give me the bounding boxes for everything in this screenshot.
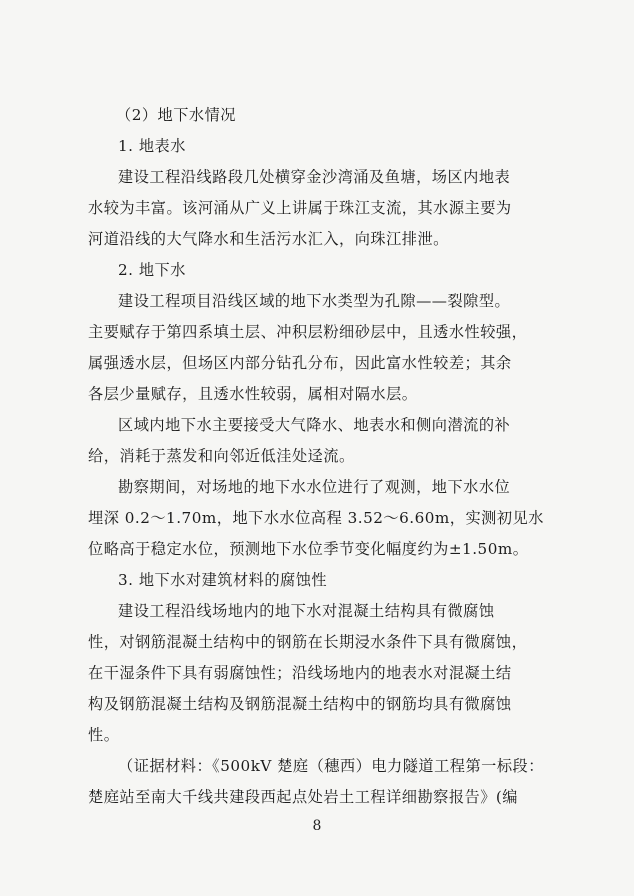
text-line: 水较为丰富。该河涌从广义上讲属于珠江支流，其水源主要为 <box>88 199 512 217</box>
subheading-surface-water: 1. 地表水 <box>118 137 186 155</box>
text-line: 在干湿条件下具有弱腐蚀性；沿线场地内的地表水对混凝土结 <box>88 664 512 682</box>
text-line: 位略高于稳定水位，预测地下水位季节变化幅度约为±1.50m。 <box>88 540 529 558</box>
subheading-corrosivity: 3. 地下水对建筑材料的腐蚀性 <box>118 571 328 589</box>
page-number: 8 <box>312 818 322 834</box>
text-line: 建设工程沿线路段几处横穿金沙湾涌及鱼塘，场区内地表 <box>118 168 511 186</box>
text-line: 各层少量赋存，且透水性较弱，属相对隔水层。 <box>88 385 418 403</box>
evidence-note: （证据材料：《500kV 楚庭（穗西）电力隧道工程第一标段： <box>118 757 544 775</box>
text-line: 性。 <box>88 726 120 744</box>
text-line: 河道沿线的大气降水和生活污水汇入，向珠江排泄。 <box>88 230 449 248</box>
text-line: 区域内地下水主要接受大气降水、地表水和侧向潜流的补 <box>118 416 511 434</box>
subheading-groundwater: 2. 地下水 <box>118 261 186 279</box>
text-line: 建设工程项目沿线区域的地下水类型为孔隙——裂隙型。 <box>118 292 511 310</box>
text-line: 性，对钢筋混凝土结构中的钢筋在长期浸水条件下具有微腐蚀， <box>88 633 528 651</box>
text-line: 主要赋存于第四系填土层、冲积层粉细砂层中，且透水性较强， <box>88 323 528 341</box>
text-line: 埋深 0.2～1.70m，地下水水位高程 3.52～6.60m，实测初见水 <box>88 509 544 527</box>
evidence-note-continued: 楚庭站至南大千线共建段西起点处岩土工程详细勘察报告》(编 <box>88 788 518 806</box>
text-line: 构及钢筋混凝土结构及钢筋混凝土结构中的钢筋均具有微腐蚀 <box>88 695 512 713</box>
text-line: 给，消耗于蒸发和向邻近低洼处迳流。 <box>88 447 355 465</box>
section-heading-groundwater: （2）地下水情况 <box>116 106 236 124</box>
text-line: 建设工程沿线场地内的地下水对混凝土结构具有微腐蚀 <box>118 602 495 620</box>
document-body <box>88 100 563 813</box>
text-line: 勘察期间，对场地的地下水水位进行了观测，地下水水位 <box>118 478 511 496</box>
text-line: 属强透水层，但场区内部分钻孔分布，因此富水性较差；其余 <box>88 354 512 372</box>
